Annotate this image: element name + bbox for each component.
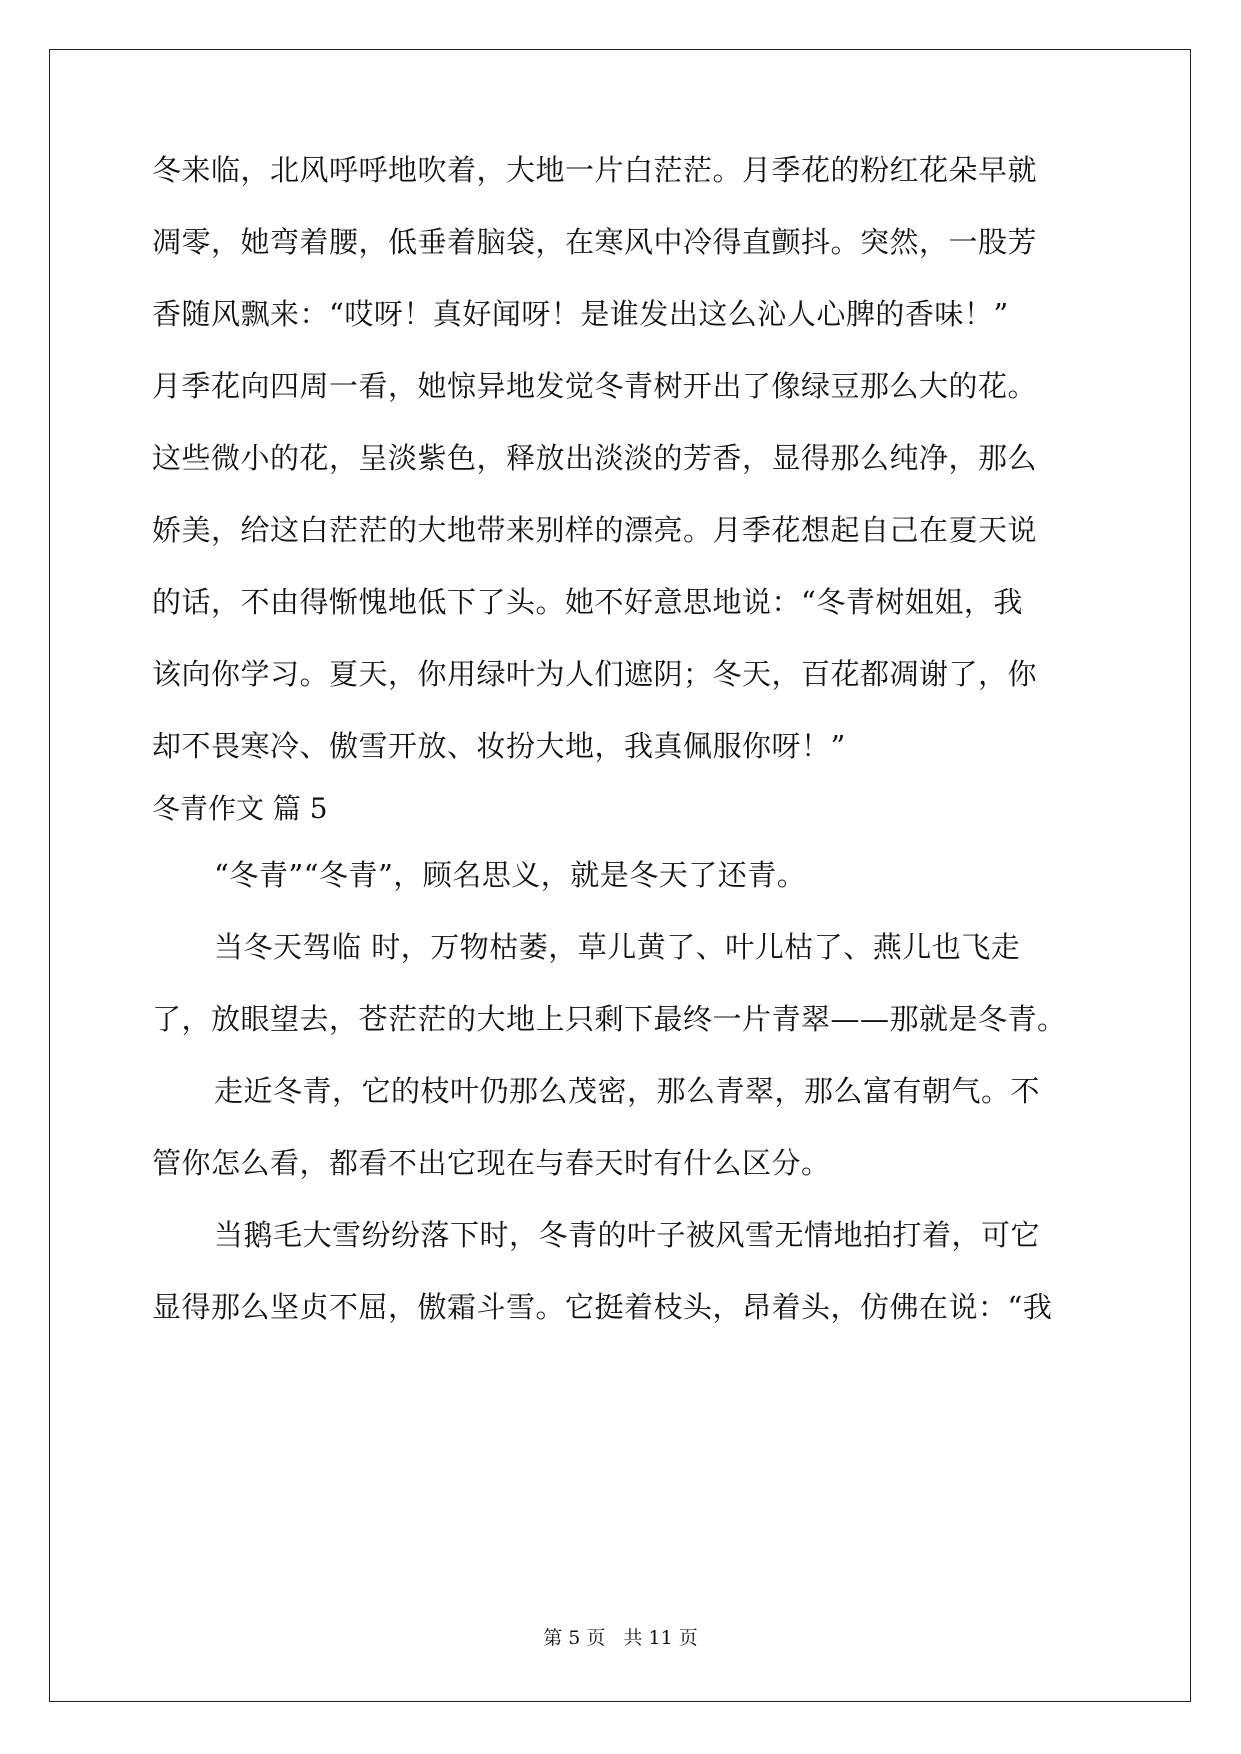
text-line: 的话，不由得惭愧地低下了头。她不好意思地说：“冬青树姐姐，我 [152, 585, 1023, 619]
paragraph-first-line: 走近冬青，它的枝叶仍那么茂密，那么青翠，那么富有朝气。不 [214, 1074, 1041, 1108]
text-line: 了，放眼望去，苍茫茫的大地上只剩下最终一片青翠——那就是冬青。 [152, 1002, 1067, 1036]
paragraph-first-line: 当冬天驾临 时，万物枯萎，草儿黄了、叶儿枯了、燕儿也飞走 [214, 930, 1021, 964]
text-line: 香随风飘来：“哎呀！真好闻呀！是谁发出这么沁人心脾的香味！” [152, 297, 1009, 331]
paragraph-first-line: “冬青”“冬青”，顾名思义，就是冬天了还青。 [214, 858, 807, 892]
text-line: 管你怎么看，都看不出它现在与春天时有什么区分。 [152, 1146, 831, 1180]
text-line: 冬来临，北风呼呼地吹着，大地一片白茫茫。月季花的粉红花朵早就 [152, 153, 1038, 187]
text-line: 月季花向四周一看，她惊异地发觉冬青树开出了像绿豆那么大的花。 [152, 369, 1038, 403]
text-line: 却不畏寒冷、傲雪开放、妆扮大地，我真佩服你呀！” [152, 729, 846, 763]
text-line: 娇美，给这白茫茫的大地带来别样的漂亮。月季花想起自己在夏天说 [152, 513, 1038, 547]
paragraph-first-line: 当鹅毛大雪纷纷落下时，冬青的叶子被风雪无情地拍打着，可它 [214, 1218, 1041, 1252]
section-heading: 冬青作文 篇 5 [152, 792, 328, 825]
text-line: 该向你学习。夏天，你用绿叶为人们遮阴；冬天，百花都凋谢了，你 [152, 657, 1038, 691]
text-line: 凋零，她弯着腰，低垂着脑袋，在寒风中冷得直颤抖。突然，一股芳 [152, 225, 1038, 259]
page-footer: 第 5 页 共 11 页 [543, 1627, 698, 1649]
text-line: 这些微小的花，呈淡紫色，释放出淡淡的芳香，显得那么纯净，那么 [152, 441, 1038, 475]
text-line: 显得那么坚贞不屈，傲霜斗雪。它挺着枝头，昂着头，仿佛在说：“我 [152, 1290, 1053, 1324]
